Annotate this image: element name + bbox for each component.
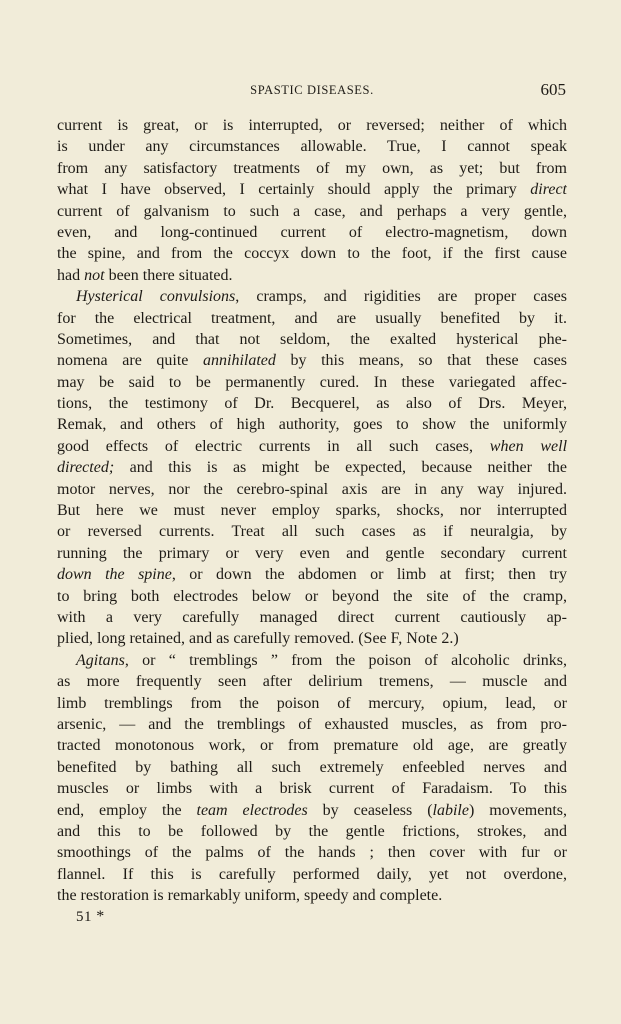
- text-line: the restoration is remarkably uniform, speedy and complete.: [57, 887, 443, 905]
- text-line: But here we must never employ sparks, shocks, nor interrupted: [57, 502, 567, 520]
- emphasis: when well: [489, 437, 567, 455]
- text-line: with a very carefully managed direct current cautiously ap-: [57, 608, 567, 626]
- emphasis: Hysterical convulsions: [76, 288, 236, 306]
- text-line: end, employ the team electrodes by ceaseless (labile) movements,: [57, 801, 567, 819]
- signature-mark: [57, 906, 567, 927]
- text-line: or reversed currents. Treat all such cases as if neuralgia, by: [57, 523, 567, 541]
- text-line: for the electrical treatment, and are usually benefited by it.: [57, 309, 567, 327]
- text-line: what I have observed, I certainly should apply the primary direct: [57, 181, 567, 199]
- emphasis: annihilated: [203, 352, 276, 370]
- emphasis: down the spine: [57, 566, 172, 584]
- text-line: as more frequently seen after delirium tremens, — muscle and: [57, 673, 567, 691]
- text-line: tions, the testimony of Dr. Becquerel, as also of Drs. Meyer,: [57, 395, 567, 413]
- emphasis: Agitans: [76, 651, 125, 669]
- text-line: current is great, or is interrupted, or reversed; neither of which: [57, 117, 567, 134]
- running-head-title: SPASTIC DISEASES.: [250, 83, 374, 97]
- signature-number: 51: [76, 909, 92, 926]
- text-line: plied, long retained, and as carefully removed. (See F, Note 2.): [57, 630, 459, 648]
- emphasis: not: [84, 266, 105, 284]
- text-line: running the primary or very even and gentle secondary current: [57, 544, 567, 562]
- text-line: motor nerves, nor the cerebro-spinal axis are in any way injured.: [57, 480, 567, 498]
- text-line: benefited by bathing all such extremely enfeebled nerves and: [57, 758, 567, 776]
- text-line: even, and long-continued current of electro-magnetism, down: [57, 223, 567, 241]
- emphasis: labile: [432, 801, 469, 819]
- running-head: [58, 80, 566, 102]
- text-line: the spine, and from the coccyx down to the foot, if the first cause: [57, 245, 567, 263]
- text-line: flannel. If this is carefully performed daily, yet not overdone,: [57, 865, 567, 883]
- text-line: smoothings of the palms of the hands ; then cover with fur or: [57, 844, 567, 862]
- text-line: tracted monotonous work, or from premature old age, are greatly: [57, 737, 567, 755]
- emphasis: team electrodes: [196, 801, 308, 819]
- text-line: limb tremblings from the poison of mercury, opium, lead, or: [57, 694, 567, 712]
- text-line: may be said to be permanently cured. In these variegated affec-: [57, 373, 567, 391]
- text-line: arsenic, — and the tremblings of exhausted muscles, as from pro-: [57, 715, 567, 733]
- text-line: to bring both electrodes below or beyond the site of the cramp,: [57, 587, 567, 605]
- text-line: and this to be followed by the gentle frictions, strokes, and: [57, 822, 567, 840]
- text-line: directed; and this is as might be expected, because neither the: [57, 459, 567, 477]
- text-line: nomena are quite annihilated by this means, so that these cases: [57, 352, 567, 370]
- text-line: good effects of electric currents in all such cases, when well: [57, 437, 567, 455]
- signature-asterisk: *: [96, 908, 105, 926]
- emphasis: direct: [530, 181, 567, 199]
- text-line: had not been there situated.: [57, 266, 233, 284]
- text-line: current of galvanism to such a case, and perhaps a very gentle,: [57, 202, 567, 220]
- text-line: from any satisfactory treatments of my own, as yet; but from: [57, 159, 567, 177]
- text-line: down the spine, or down the abdomen or limb at first; then try: [57, 566, 567, 584]
- text-line: Sometimes, and that not seldom, the exalted hysterical phe-: [57, 330, 567, 348]
- body-text: [57, 115, 567, 928]
- text-line: Hysterical convulsions, cramps, and rigidities are proper cases: [76, 288, 567, 306]
- text-line: muscles or limbs with a brisk current of Faradaism. To this: [57, 780, 567, 798]
- page-number: 605: [540, 80, 566, 99]
- text-line: Agitans, or “ tremblings ” from the poison of alcoholic drinks,: [76, 651, 567, 669]
- emphasis: directed;: [57, 459, 115, 477]
- text-line: is under any circumstances allowable. True, I cannot speak: [57, 138, 567, 156]
- text-line: Remak, and others of high authority, goes to show the uniformly: [57, 416, 567, 434]
